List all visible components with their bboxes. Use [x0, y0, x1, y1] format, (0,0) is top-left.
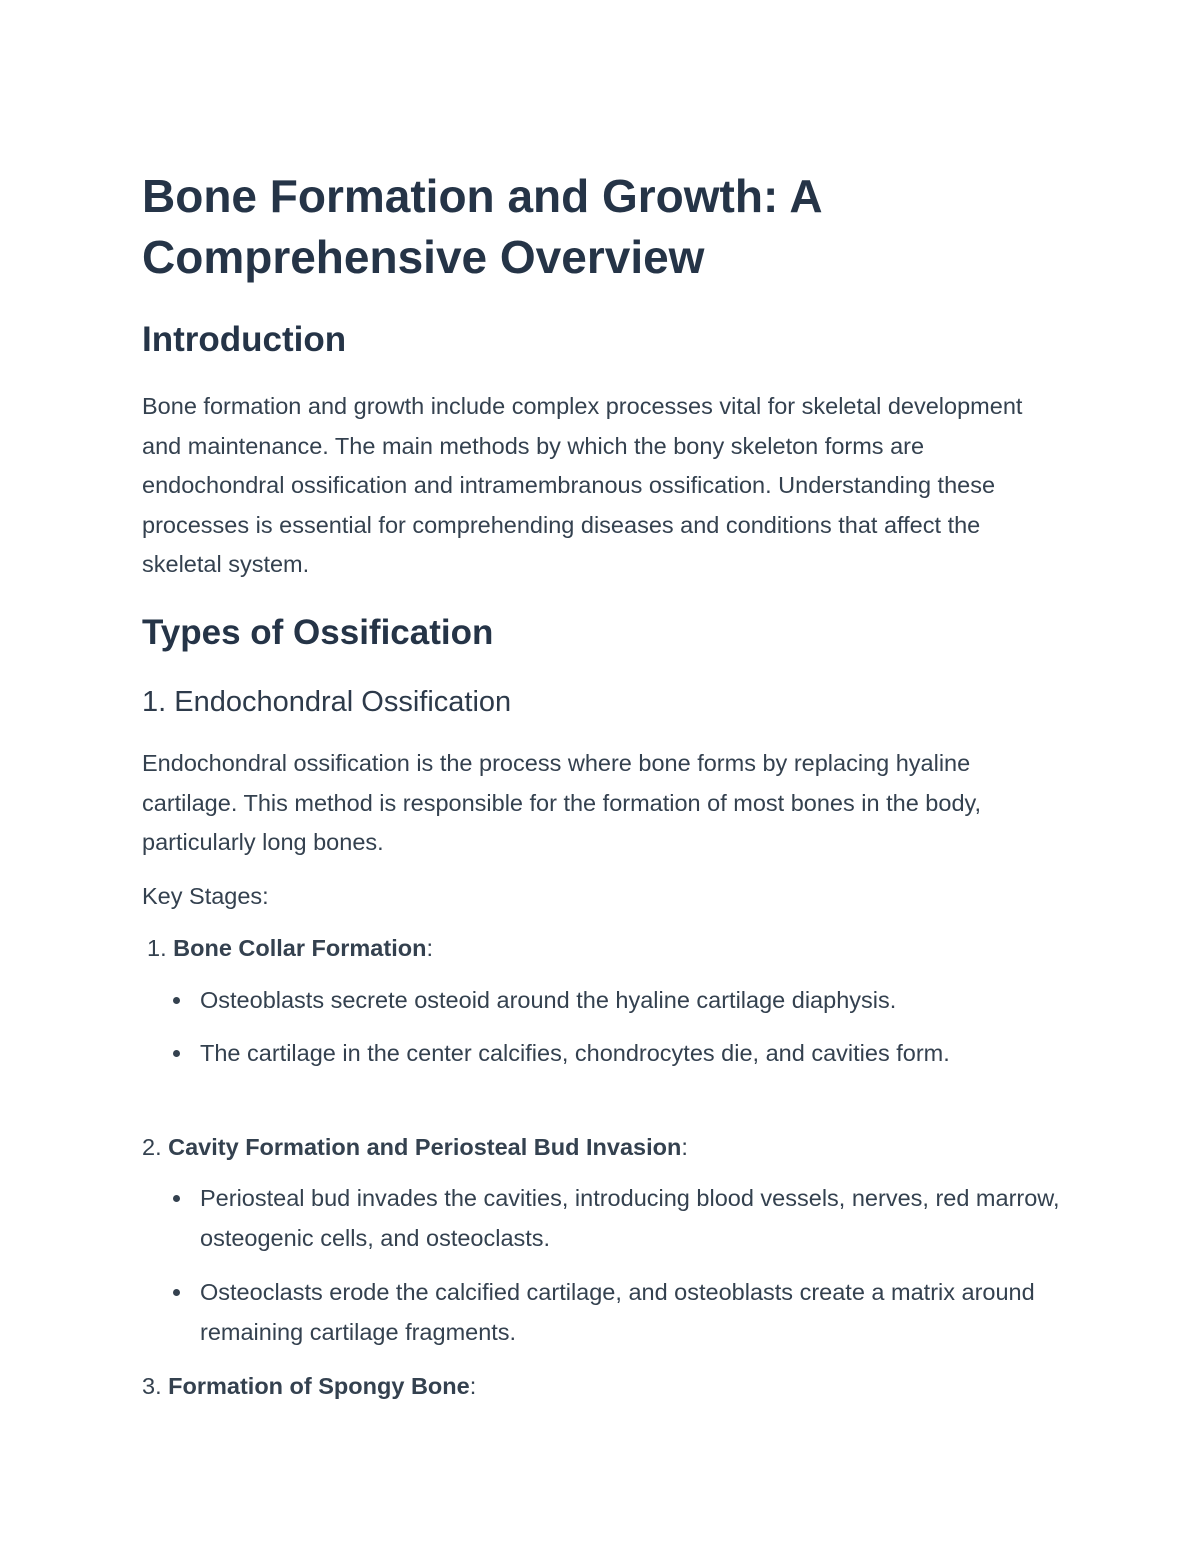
introduction-heading: Introduction	[142, 320, 347, 359]
introduction-paragraph: Bone formation and growth include complex processes vital for skeletal development and maintenance. The main methods by which the bony skeleton forms are endochondral ossification and intramembranous ossification. Understanding these processes is essential for comprehending diseases and conditions that affect the skeletal system.	[142, 393, 1023, 577]
stage-heading	[142, 1131, 688, 1163]
endochondral-heading: 1. Endochondral Ossification	[142, 686, 512, 718]
stage-heading	[142, 1370, 476, 1402]
stage-bullet: Periosteal bud invades the cavities, introducing blood vessels, nerves, red marrow, osteogenic cells, and osteoclasts.	[200, 1185, 1060, 1251]
stage-number: 1.	[147, 935, 167, 961]
stage-bullet: Osteoclasts erode the calcified cartilage, and osteoblasts create a matrix around remaining cartilage fragments.	[200, 1279, 1035, 1345]
endochondral-paragraph: Endochondral ossification is the process where bone forms by replacing hyaline cartilage. This method is responsible for the formation of most bones in the body, particularly long bones.	[142, 750, 982, 855]
stage-colon: :	[681, 1134, 688, 1160]
stage-heading	[147, 932, 433, 964]
document-title: Bone Formation and Growth: A Comprehensive Overview	[142, 170, 821, 283]
stage-colon: :	[469, 1373, 477, 1399]
stage-bullet: Osteoblasts secrete osteoid around the hyaline cartilage diaphysis.	[200, 987, 897, 1013]
stage-colon: :	[426, 935, 433, 961]
stage-number: 3.	[142, 1373, 162, 1399]
bullet-dot-icon	[173, 1195, 180, 1202]
stage-bullet: The cartilage in the center calcifies, chondrocytes die, and cavities form.	[200, 1040, 950, 1066]
stage-title: Formation of Spongy Bone	[168, 1373, 470, 1399]
stage-title: Cavity Formation and Periosteal Bud Invasion	[168, 1134, 682, 1160]
stage-number: 2.	[142, 1134, 162, 1160]
bullet-dot-icon	[173, 1050, 180, 1057]
key-stages-label: Key Stages:	[142, 883, 269, 909]
bullet-dot-icon	[173, 997, 180, 1004]
bullet-dot-icon	[173, 1289, 180, 1296]
stage-title: Bone Collar Formation	[173, 935, 427, 961]
types-of-ossification-heading: Types of Ossification	[142, 613, 494, 652]
